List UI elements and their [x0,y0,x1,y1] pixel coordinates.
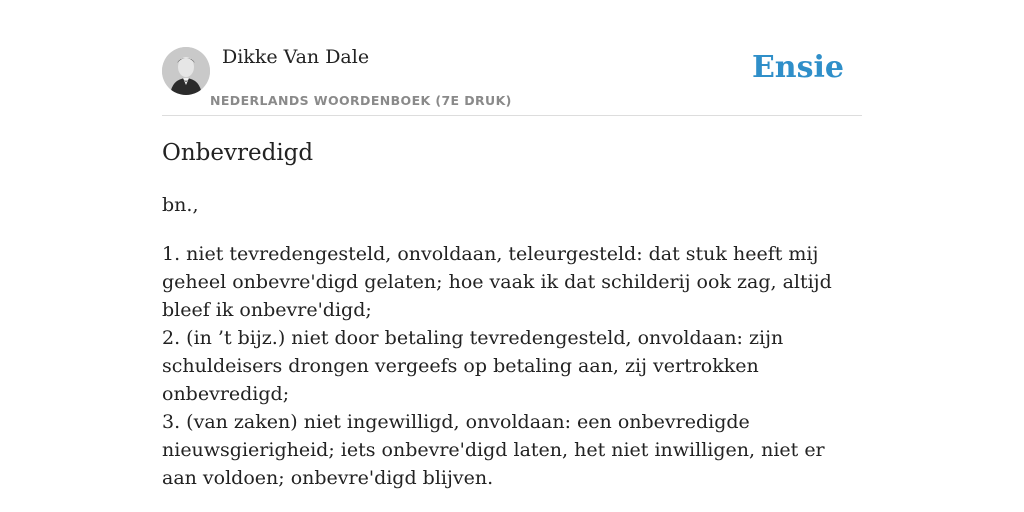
definition [162,240,862,492]
definition-sense-3: 3. (van zaken) niet ingewilligd, onvoldaan: een onbevredigde nieuwsgierigheid; iets onbevre'digd laten, het niet inwilligen, niet er aan voldoen; onbevre'digd blijven. [162,411,825,489]
part-of-speech: bn., [162,194,199,216]
definition-sense-1: 1. niet tevredengesteld, onvoldaan, teleurgesteld: dat stuk heeft mij geheel onbevre'digd gelaten; hoe vaak ik dat schilderij ook zag, altijd bleef ik onbevre'digd; [162,243,832,321]
source-label[interactable]: NEDERLANDS WOORDENBOEK (7E DRUK) [210,93,512,108]
page [162,0,862,489]
portrait-icon [162,47,210,95]
entry-title: Onbevredigd [162,140,314,166]
author-name[interactable]: Dikke Van Dale [222,46,370,68]
header [162,0,862,116]
author-avatar[interactable] [162,47,210,95]
ensie-logo[interactable]: Ensie [751,50,844,85]
definition-sense-2: 2. (in ’t bijz.) niet door betaling tevredengesteld, onvoldaan: zijn schuldeisers drongen vergeefs op betaling aan, zij vertrokken onbevredigd; [162,327,784,405]
